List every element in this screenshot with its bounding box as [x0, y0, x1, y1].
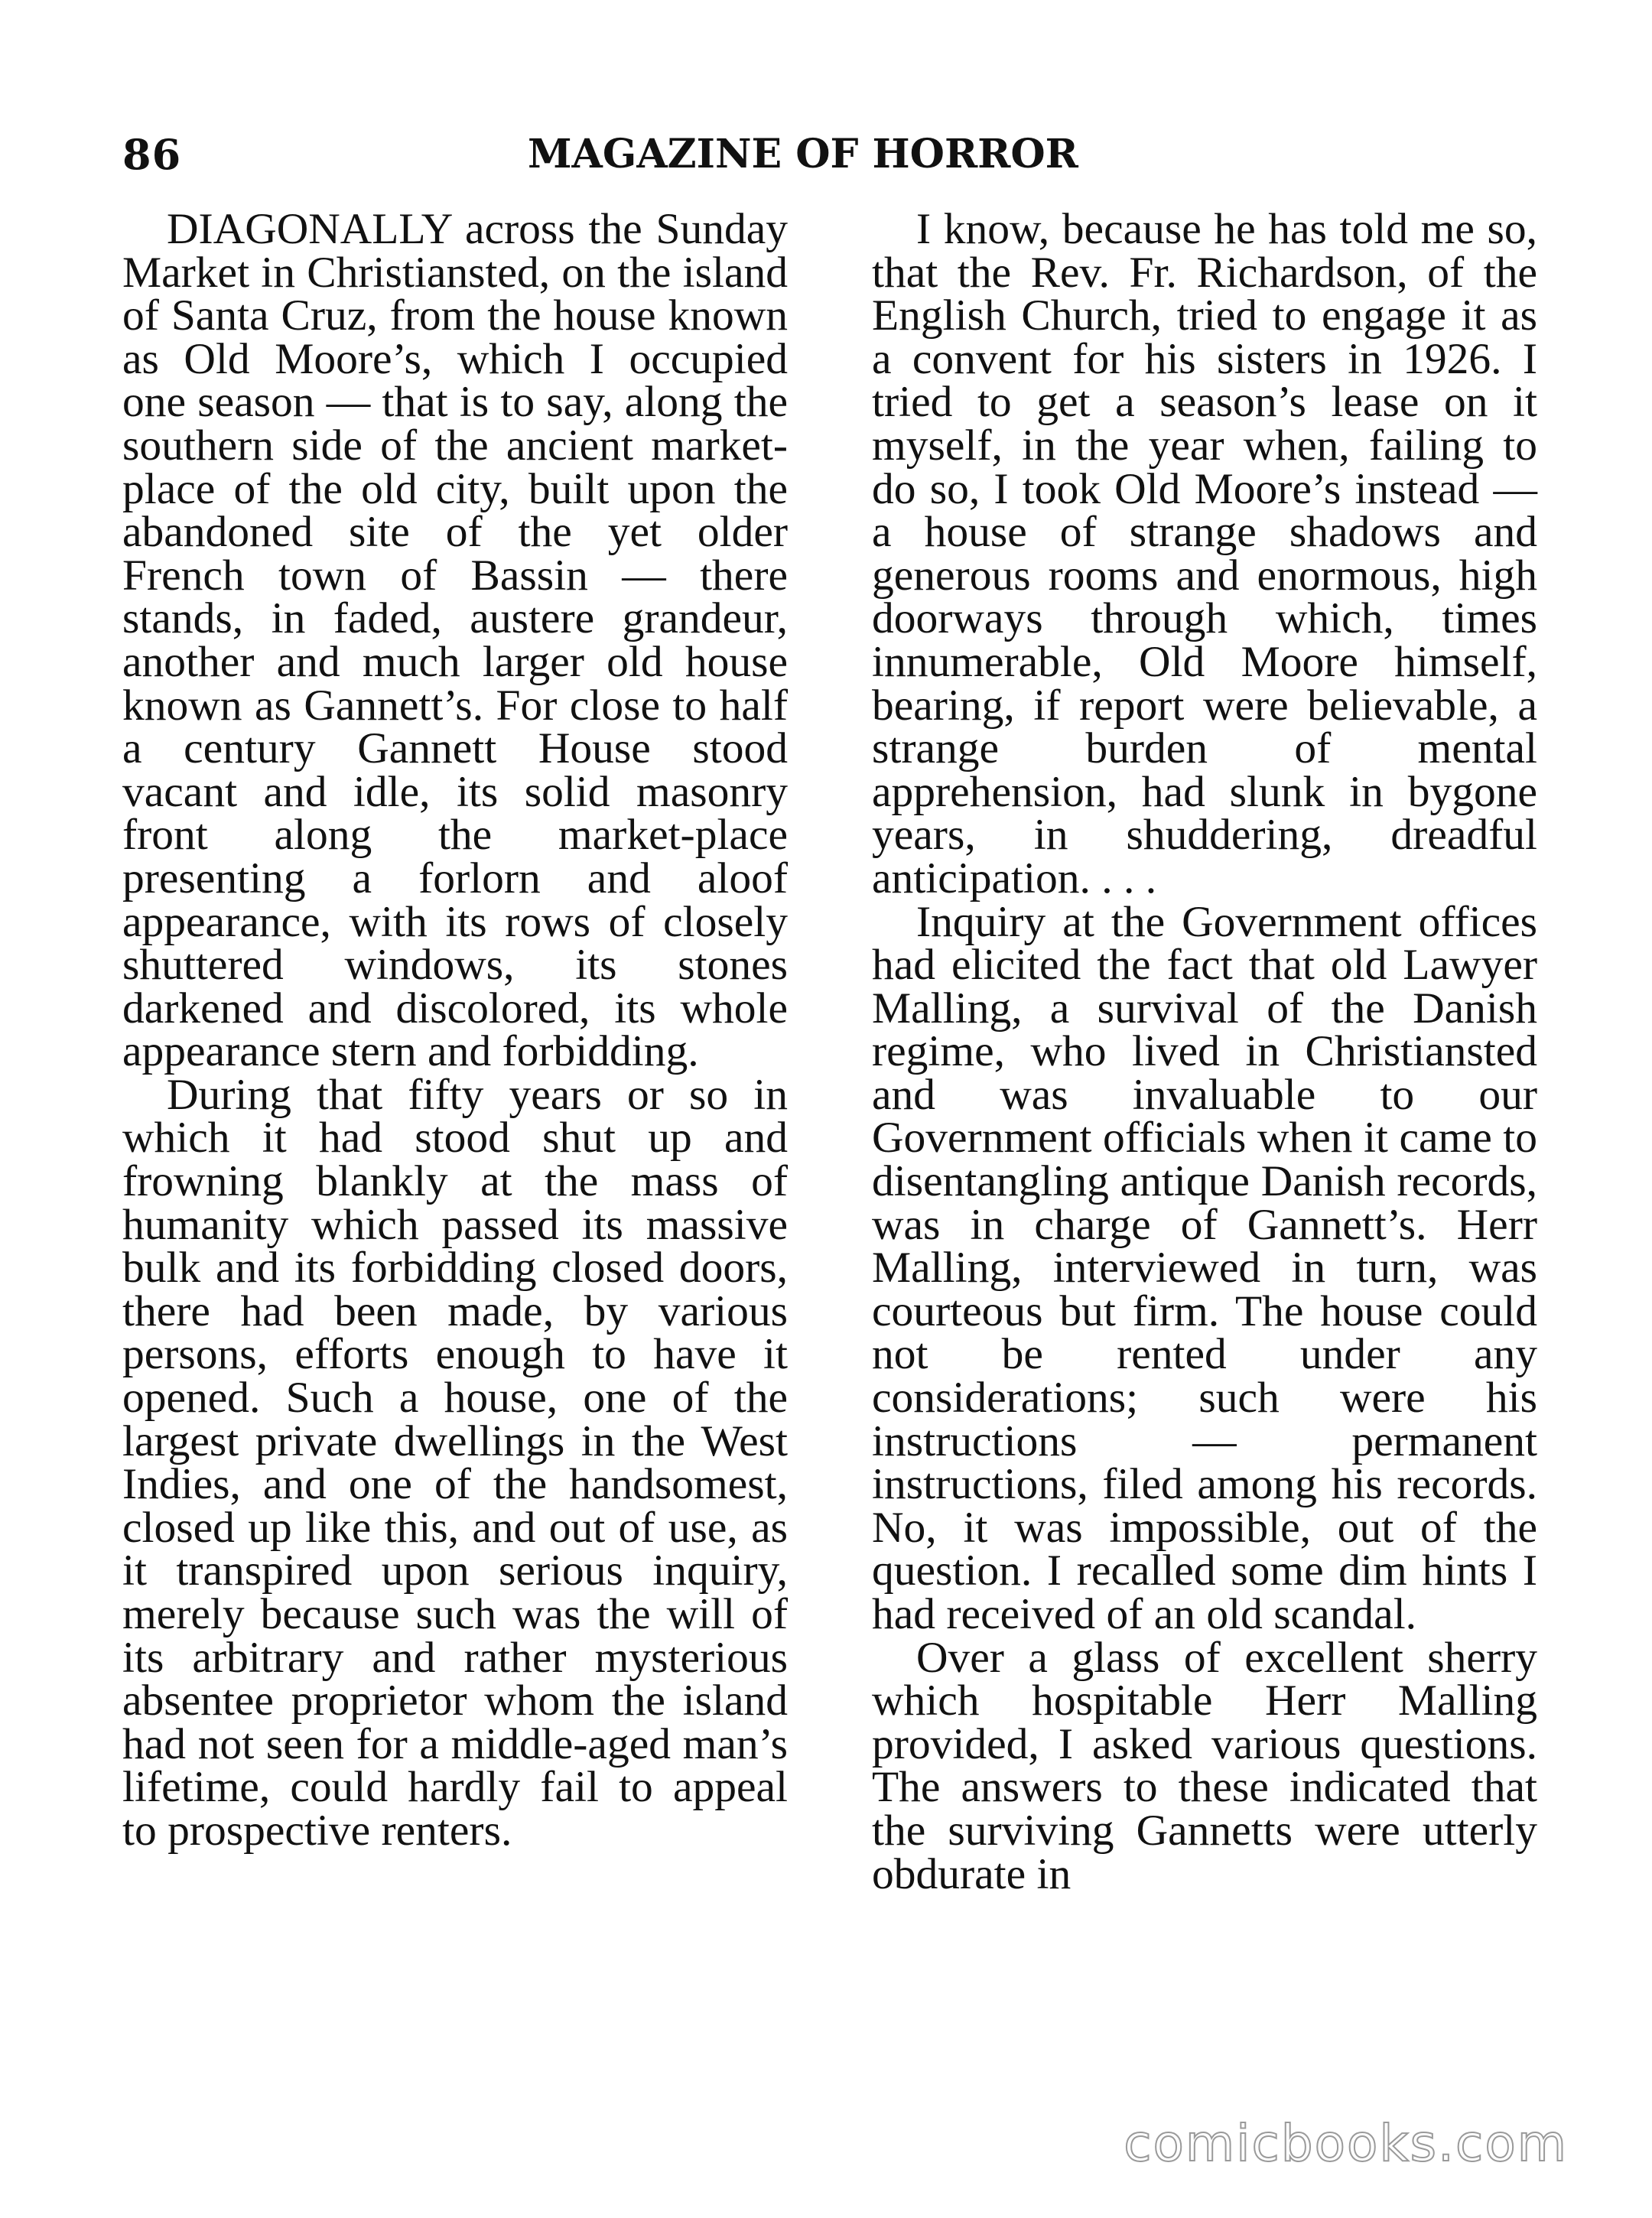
- watermark: comicbooks.com: [1124, 2114, 1568, 2173]
- page-number: 86: [122, 130, 182, 179]
- left-text-column: [122, 205, 788, 1855]
- running-head-title: MAGAZINE OF HORROR: [528, 131, 1078, 177]
- paragraph: Inquiry at the Government offices had elicited the fact that old Lawyer Malling, a survival of the Danish regime, who lived in Christiansted and was invaluable to our Government officials when it came to disentangling antique Danish records, was in charge of Gannett’s. Herr Malling, interviewed in turn, was courteous but firm. The house could not be rented under any considerations; such were his instructions — permanent instructions, filed among his records. No, it was impossible, out of the question. I recalled some dim hints I had received of an old scandal.: [872, 897, 1537, 1638]
- paragraph: Over a glass of excellent sherry which hospitable Herr Malling provided, I asked various questions. The answers to these indicated that the surviving Gannetts were utterly obdurate in: [872, 1633, 1537, 1898]
- paragraph: DIAGONALLY across the Sunday Market in Christiansted, on the island of Santa Cruz, from the house known as Old Moore’s, which I occupied one season — that is to say, along the southern side of the ancient market-place of the old city, built upon the abandoned site of the yet older French town of Bassin — there stands, in faded, austere grandeur, another and much larger old house known as Gannett’s. For close to half a century Gannett House stood vacant and idle, its solid masonry front along the market-place presenting a forlorn and aloof appearance, with its rows of closely shuttered windows, its stones darkened and discolored, its whole appearance stern and forbidding.: [122, 205, 788, 1076]
- right-text-column: [872, 205, 1537, 1898]
- paragraph: During that fifty years or so in which it had stood shut up and frowning blankly at the mass of humanity which passed its massive bulk and its forbidding closed doors, there had been made, by various persons, efforts enough to have it opened. Such a house, one of the largest private dwellings in the West Indies, and one of the handsomest, closed up like this, and out of use, as it transpired upon serious inquiry, merely because such was the will of its arbitrary and rather mysterious absentee proprietor whom the island had not seen for a middle-aged man’s lifetime, could hardly fail to appeal to prospective renters.: [122, 1070, 788, 1855]
- paragraph: I know, because he has told me so, that the Rev. Fr. Richardson, of the English Church, tried to engage it as a convent for his sisters in 1926. I tried to get a season’s lease on it myself, in the year when, failing to do so, I took Old Moore’s instead — a house of strange shadows and generous rooms and enormous, high doorways through which, times innumerable, Old Moore himself, bearing, if report were believable, a strange burden of mental apprehension, had slunk in bygone years, in shuddering, dreadful anticipation. . . .: [872, 205, 1537, 902]
